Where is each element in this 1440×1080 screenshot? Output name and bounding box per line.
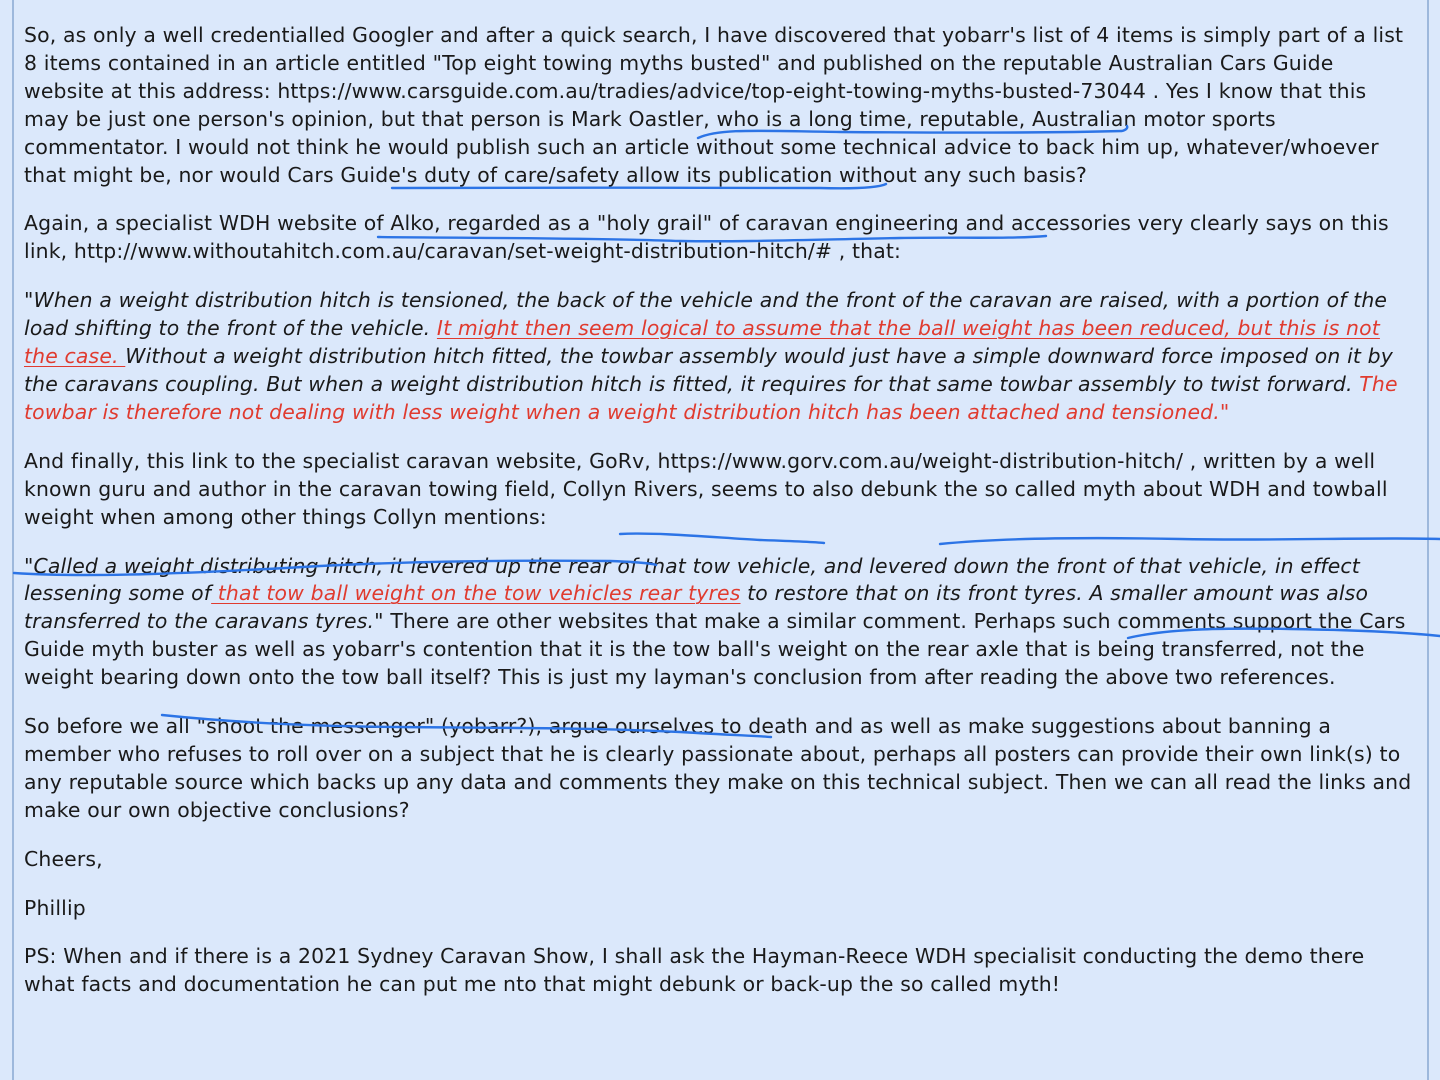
quote-withoutahitch-highlight: The towbar is therefore not dealing with less weight when a weight distribution hitch has been attached and tensioned." xyxy=(24,371,1398,424)
forum-post-body xyxy=(12,0,1429,1080)
sign-off-cheers: Cheers, xyxy=(24,846,103,871)
quote-withoutahitch-middle: Without a weight distribution hitch fitted, the towbar assembly would just have a simple downward force imposed on it by the caravans coupling. But when a weight distribution hitch is fitted, it requires for that same towbar assembly to twist forward. xyxy=(24,344,1393,396)
paragraph-gorv: And finally, this link to the specialist caravan website, GoRv, https://www.gorv.com.au/weight-distribution-hitch/ , written by a well known guru and author in the caravan towing field, Collyn Rivers, seems to also debunk the so called myth about WDH and towball weight when among other things Collyn mentions: xyxy=(24,448,1388,529)
paragraph-postscript: PS: When and if there is a 2021 Sydney Caravan Show, I shall ask the Hayman-Reece WDH specialisit conducting the demo there what facts and documentation he can put me nto that might debunk or back-up the so called myth! xyxy=(24,944,1365,997)
quote-gorv xyxy=(24,553,1417,693)
paragraph-alko: Again, a specialist WDH website of Alko, regarded as a "holy grail" of caravan engineering and accessories very clearly says on this link, http://www.withoutahitch.com.au/caravan/set-weight-distribution-hitch/# , that: xyxy=(24,211,1389,264)
paragraph-shoot-messenger: So before we all "shoot the messenger" (yobarr?), argue ourselves to death and as well as make suggestions about banning a member who refuses to roll over on a subject that he is clearly passionate about, perhaps all posters can provide their own link(s) to any reputable source which backs up any data and comments they make on this technical subject. Then we can all read the links and make our own objective conclusions? xyxy=(24,714,1412,822)
quote-withoutahitch xyxy=(24,287,1417,427)
quote-gorv-rest: to restore that on its front tyres. A smaller amount was also transferred to the caravans tyres." xyxy=(24,581,1369,634)
sign-off-name: Phillip xyxy=(24,895,86,920)
quote-withoutahitch-highlight-underlined: It might then seem logical to assume that the ball weight has been reduced, but this is not the case. xyxy=(24,316,1380,369)
quote-gorv-highlight-underlined: that tow ball weight on the tow vehicles rear tyres xyxy=(211,581,741,606)
quote-gorv-lead: "Called a weight distributing hitch, it levered up the rear of that tow vehicle, and levered down the front of that vehicle, in effect lessening some of xyxy=(24,553,1360,606)
paragraph-carsguide: So, as only a well credentialled Googler and after a quick search, I have discovered that yobarr's list of 4 items is simply part of a list 8 items contained in an article entitled "Top eight towing myths busted" and published on the reputable Australian Cars Guide website at this address: https://www.carsguide.com.au/tradies/advice/top-eight-towing-myths-busted-73044 . Yes I know that this may be just one person's opinion, but that person is Mark Oastler, who is a long time, reputable, Australian motor sports commentator. I would not think he would publish such an article without some technical advice to back him up, whatever/whoever that might be, nor would Cars Guide's duty of care/safety allow its publication without any such basis? xyxy=(24,23,1404,187)
quote-withoutahitch-lead: "When a weight distribution hitch is tensioned, the back of the vehicle and the front of the caravan are raised, with a portion of the load shifting to the front of the vehicle. xyxy=(24,288,1388,341)
paragraph-other-websites: There are other websites that make a similar comment. Perhaps such comments support the Cars Guide myth buster as well as yobarr's contention that it is the tow ball's weight on the rear axle that is being transferred, not the weight bearing down onto the tow ball itself? This is just my layman's conclusion from after reading the above two references. xyxy=(24,609,1406,690)
